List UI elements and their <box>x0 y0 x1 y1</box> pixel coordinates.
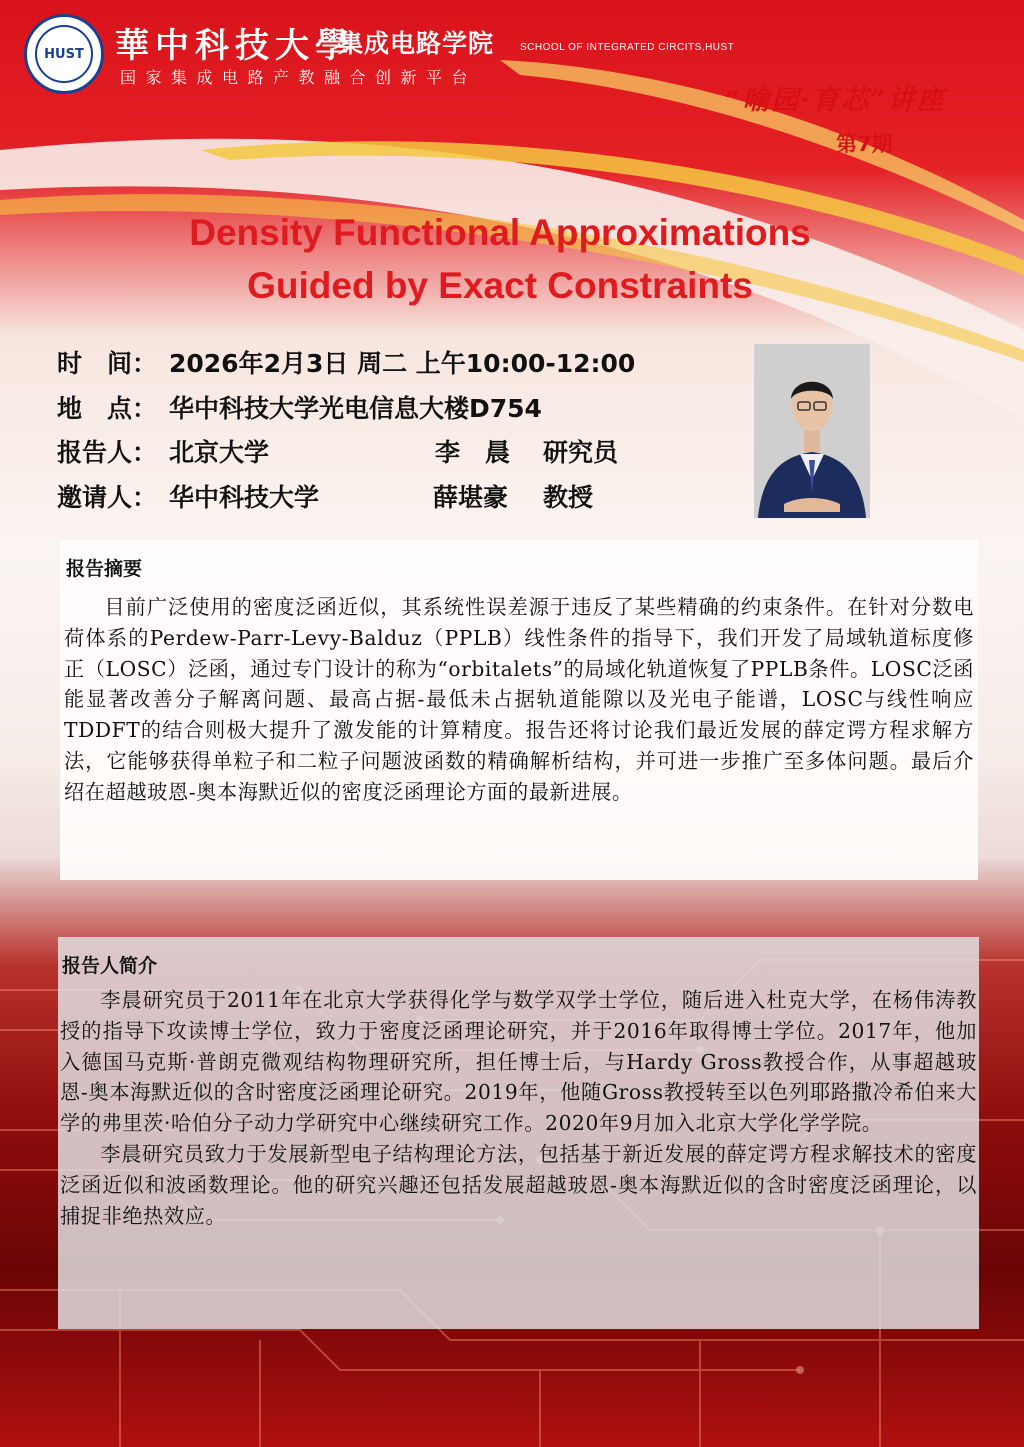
place-value: 华中科技大学光电信息大楼D754 <box>169 394 542 423</box>
platform-name: 国家集成电路产教融合创新平台 <box>120 68 478 87</box>
issue-number: 第7期 <box>836 132 893 156</box>
abstract-paragraph: 目前广泛使用的密度泛函近似，其系统性误差源于违反了某些精确的约束条件。在针对分数电荷体系的Perdew-Parr-Levy-Balduz（PPLB）线性条件的指导下，我们开发了局域轨道标度修正（LOSC）泛函，通过专门设计的称为“orbitalets”的局域化轨道恢复了PPLB条件。LOSC泛函能显著改善分子解离问题、最高占据-最低未占据轨道能隙以及光电子能谱，LOSC与线性响应TDDFT的结合则极大提升了激发能的计算精度。报告还将讨论我们最近发展的薛定谔方程求解方法，它能够获得单粒子和二粒子问题波函数的精确解析结构，并可进一步推广至多体问题。最后介绍在超越玻恩-奥本海默近似的密度泛函理论方面的最新进展。 <box>64 595 974 804</box>
time-value: 2026年2月3日 周二 上午10:00-12:00 <box>169 349 636 378</box>
speaker-bio-box <box>58 937 979 1329</box>
abstract-text <box>64 592 974 808</box>
lecture-title-line-1: Density Functional Approximations <box>189 212 811 253</box>
place-label: 地 点： <box>57 394 158 423</box>
speaker-name: 李 晨 <box>435 438 511 467</box>
lecture-title-line-2: Guided by Exact Constraints <box>247 265 753 306</box>
school-name: 集成电路学院 <box>338 29 495 58</box>
abstract-heading: 报告摘要 <box>66 558 143 580</box>
speaker-photo <box>754 344 870 518</box>
host-organization: 华中科技大学 <box>169 483 320 512</box>
university-logo <box>24 14 104 94</box>
bio-heading: 报告人简介 <box>62 955 158 977</box>
abstract-box <box>60 540 978 880</box>
speaker-organization: 北京大学 <box>169 438 270 467</box>
logo-emblem: HUST <box>35 25 93 83</box>
lecture-title <box>100 206 900 312</box>
bio-paragraph-1: 李晨研究员于2011年在北京大学获得化学与数学双学士学位，随后进入杜克大学，在杨伟涛教授的指导下攻读博士学位，致力于密度泛函理论研究，并于2016年取得博士学位。2017年，他加入德国马克斯·普朗克微观结构物理研究所，担任博士后，与Hardy Gross教授合作，从事超越玻恩-奥本海默近似的含时密度泛函理论研究。2019年，他随Gross教授转至以色列耶路撒冷希伯来大学的弗里茨·哈伯分子动力学研究中心继续研究工作。2020年9月加入北京大学化学学院。 <box>60 988 977 1136</box>
bio-paragraph-2: 李晨研究员致力于发展新型电子结构理论方法，包括基于新近发展的薛定谔方程求解技术的密度泛函近似和波函数理论。他的研究兴趣还包括发展超越玻恩-奥本海默近似的含时密度泛函理论，以捕捉非绝热效应。 <box>60 1141 977 1228</box>
host-name: 薛堪豪 <box>433 483 509 512</box>
time-label: 时 间： <box>57 349 158 378</box>
university-name: 華中科技大學 <box>115 26 355 66</box>
speaker-title: 研究员 <box>543 438 619 467</box>
host-label: 邀请人： <box>57 483 158 512</box>
bio-text <box>60 985 977 1231</box>
school-name-english: SCHOOL OF INTEGRATED CIRCITS,HUST <box>520 42 735 53</box>
lecture-series-title: “喻园·育芯”讲座 <box>725 85 946 116</box>
speaker-label: 报告人： <box>57 438 158 467</box>
host-title: 教授 <box>543 483 594 512</box>
